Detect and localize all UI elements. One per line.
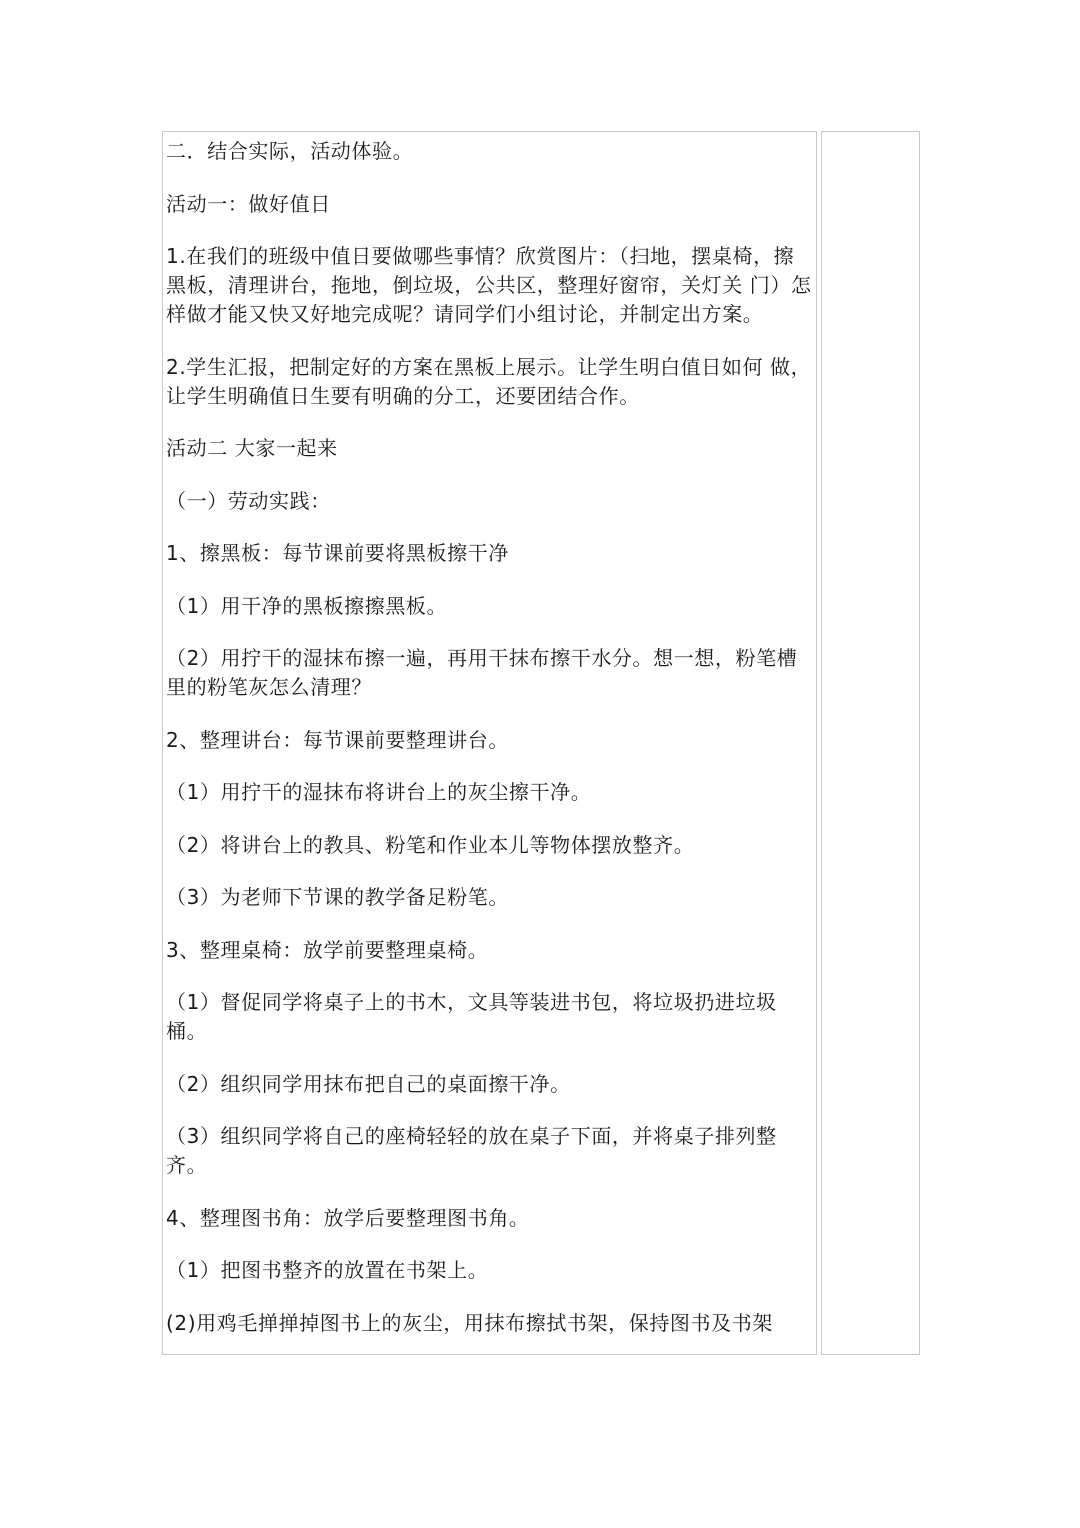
activity-two-title: 活动二 大家一起来 — [166, 436, 338, 460]
task-step: （3）为老师下节课的教学备足粉笔。 — [166, 885, 509, 909]
section-heading: 二．结合实际，活动体验。 — [166, 139, 414, 163]
task-heading: 3、整理桌椅：放学前要整理桌椅。 — [166, 937, 489, 962]
task-step: （3）组织同学将自己的座椅轻轻的放在桌子下面，并将桌子排列整齐。 — [166, 1124, 777, 1177]
activity-one-title: 活动一：做好值日 — [166, 191, 331, 216]
task-heading: 4、整理图书角：放学后要整理图书角。 — [166, 1205, 530, 1230]
task-step: （1）用干净的黑板擦擦黑板。 — [166, 593, 448, 618]
task-step: （2）用拧干的湿抹布擦一遍，再用干抹布擦干水分。想一想，粉笔槽里的粉笔灰怎么清理？ — [166, 646, 798, 699]
task-step: （2）将讲台上的教具、粉笔和作业本儿等物体摆放整齐。 — [166, 832, 695, 857]
task-step: (2)用鸡毛掸掸掉图书上的灰尘，用抹布擦拭书架，保持图书及书架 — [166, 1310, 773, 1335]
paragraph: 1.在我们的班级中值日要做哪些事情？欣赏图片：（扫地，摆桌椅，擦黑板，清理讲台，拖地，倒垃圾，公共区，整理好窗帘，关灯关 门）怎样做才能又快又好地完成呢？请同学们小组讨论，并制定出方案。 — [166, 244, 812, 326]
lesson-plan-table — [162, 131, 920, 1357]
task-step: （1）把图书整齐的放置在书架上。 — [166, 1258, 489, 1282]
task-step: （2）组织同学用抹布把自己的桌面擦干净。 — [166, 1071, 571, 1096]
task-heading: 2、整理讲台：每节课前要整理讲台。 — [166, 727, 509, 752]
paragraph: 2.学生汇报，把制定好的方案在黑板上展示。让学生明白值日如何 做，让学生明确值日生要有明确的分工，还要团结合作。 — [166, 354, 812, 408]
subsection-title: （一）劳动实践： — [166, 488, 331, 513]
task-heading: 1、擦黑板：每节课前要将黑板擦干净 — [166, 541, 509, 565]
content-body — [166, 137, 814, 1355]
task-step: （1）用拧干的湿抹布将讲台上的灰尘擦干净。 — [166, 780, 592, 804]
notes-cell — [821, 131, 920, 1355]
task-step: （1）督促同学将桌子上的书木，文具等装进书包，将垃圾扔进垃圾桶。 — [166, 990, 777, 1043]
content-cell — [162, 131, 817, 1355]
